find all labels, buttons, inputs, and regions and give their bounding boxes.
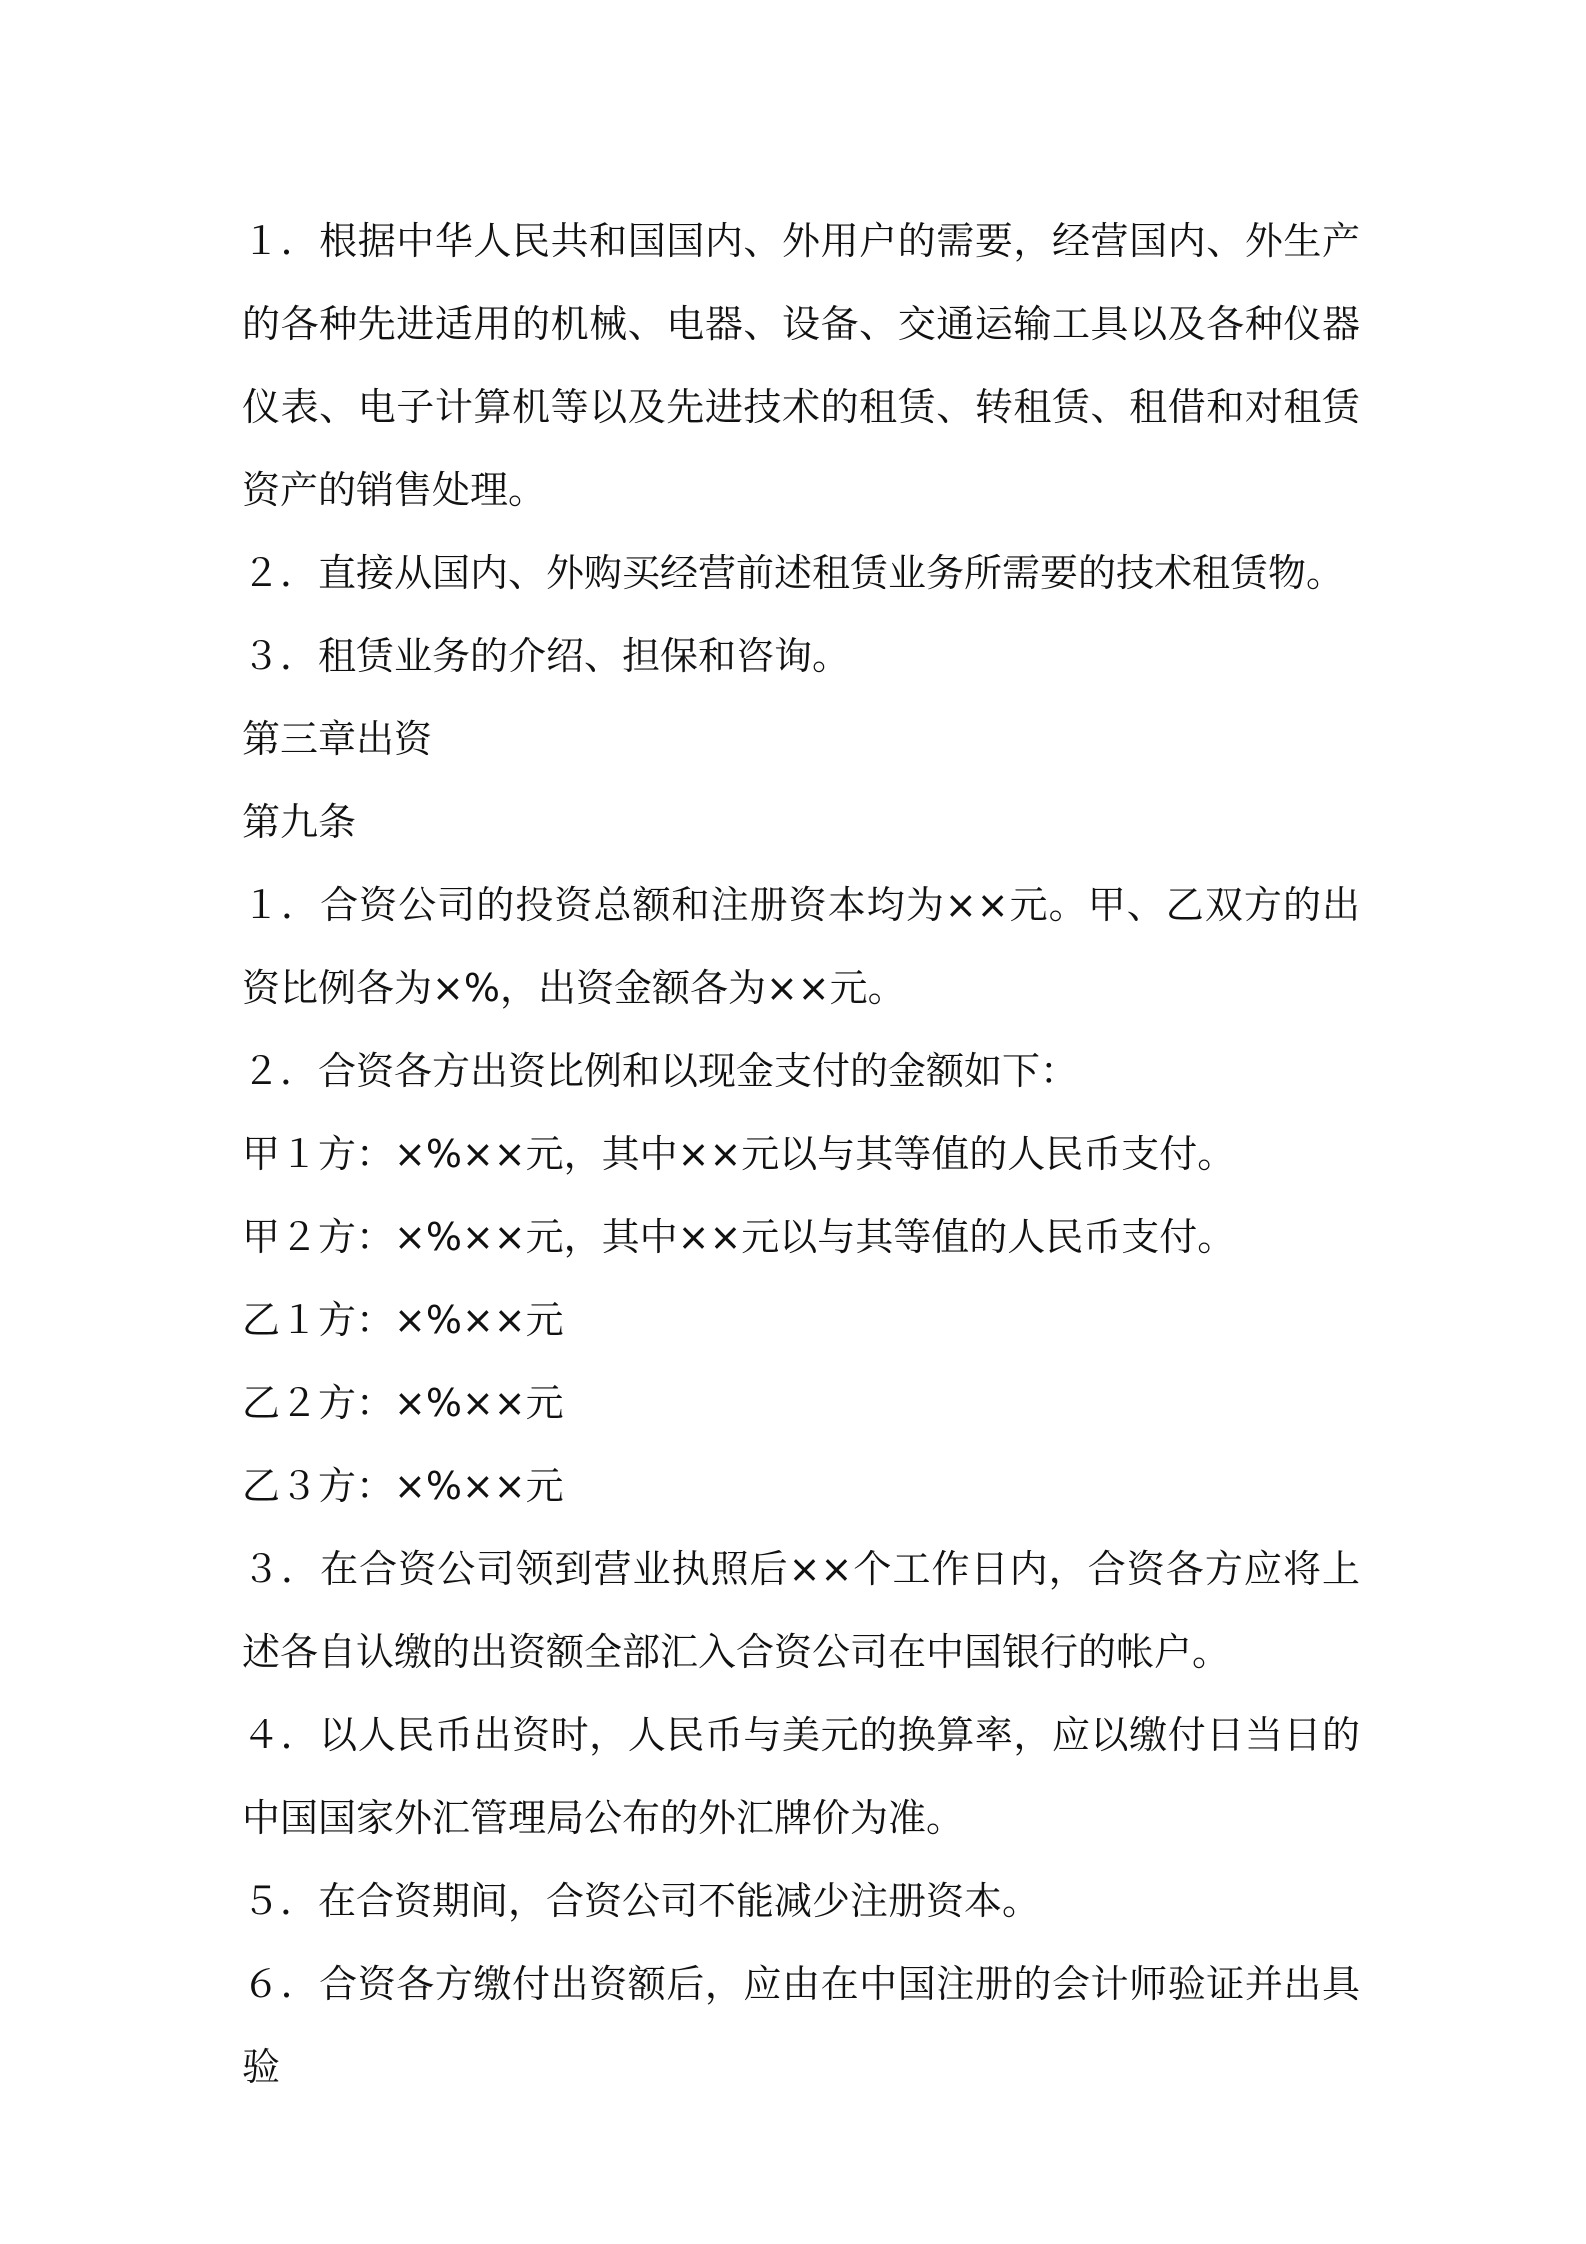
- document-body: [242, 200, 1360, 2109]
- paragraph-article-3: ３．租赁业务的介绍、担保和咨询。: [242, 634, 851, 678]
- paragraph-capital-4: ４．以人民币出资时，人民币与美元的换算率，应以缴付日当日的中国国家外汇管理局公布的外汇牌价为准。: [242, 1713, 1360, 1840]
- paragraph-capital-6: ６．合资各方缴付出资额后，应由在中国注册的会计师验证并出具验: [242, 1962, 1360, 2089]
- paragraph-capital-1: １．合资公司的投资总额和注册资本均为××元。甲、乙双方的出资比例各为×%，出资金额各为××元。: [242, 883, 1360, 1010]
- party-line-jia-2: 甲２方：×%××元，其中××元以与其等值的人民币支付。: [242, 1215, 1236, 1259]
- party-line-jia-1: 甲１方：×%××元，其中××元以与其等值的人民币支付。: [242, 1132, 1236, 1176]
- section-heading: 第九条: [242, 800, 357, 844]
- paragraph-capital-2: ２．合资各方出资比例和以现金支付的金额如下：: [242, 1049, 1079, 1093]
- party-line-yi-3: 乙３方：×%××元: [242, 1464, 564, 1508]
- paragraph-capital-3: ３．在合资公司领到营业执照后××个工作日内，合资各方应将上述各自认缴的出资额全部汇入合资公司在中国银行的帐户。: [242, 1547, 1360, 1674]
- paragraph-article-2: ２．直接从国内、外购买经营前述租赁业务所需要的技术租赁物。: [242, 551, 1345, 595]
- party-line-yi-2: 乙２方：×%××元: [242, 1381, 564, 1425]
- paragraph-article-1: １．根据中华人民共和国国内、外用户的需要，经营国内、外生产的各种先进适用的机械、电器、设备、交通运输工具以及各种仪器仪表、电子计算机等以及先进技术的租赁、转租赁、租借和对租赁资产的销售处理。: [242, 219, 1360, 512]
- paragraph-capital-5: ５．在合资期间，合资公司不能减少注册资本。: [242, 1879, 1041, 1923]
- chapter-heading: 第三章出资: [242, 717, 433, 761]
- party-line-yi-1: 乙１方：×%××元: [242, 1298, 564, 1342]
